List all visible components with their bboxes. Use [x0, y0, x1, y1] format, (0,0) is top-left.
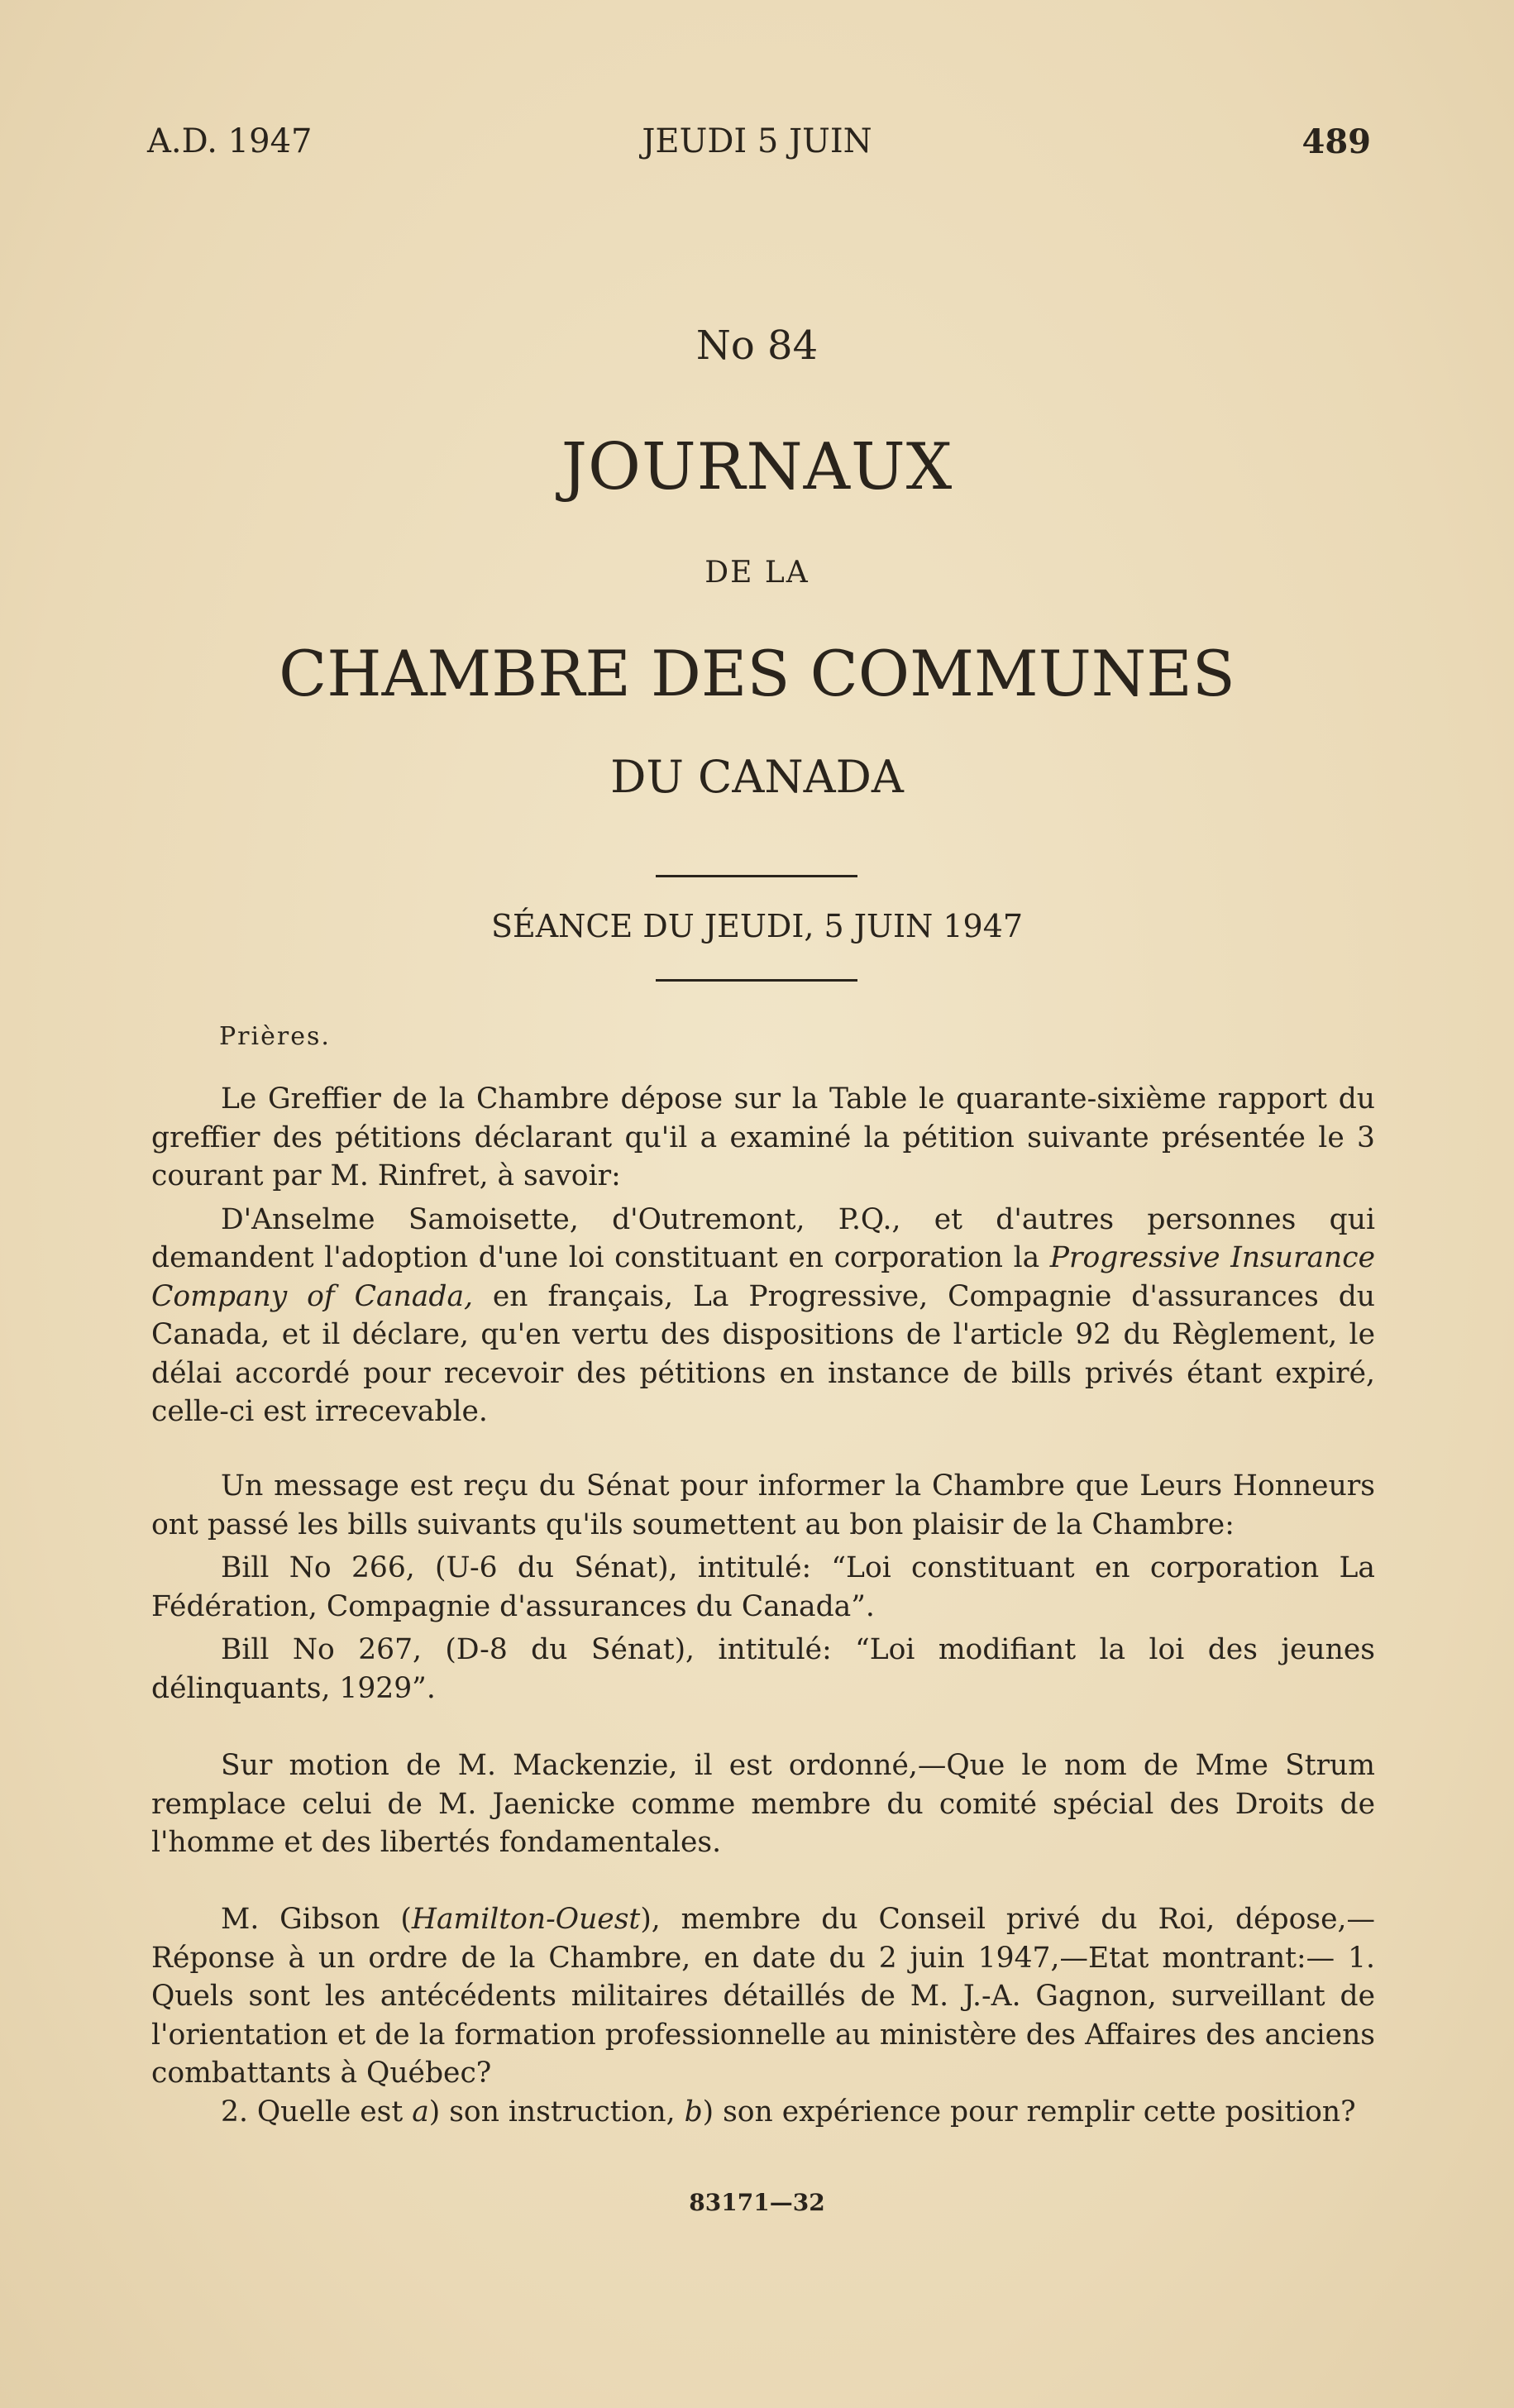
session-heading: SÉANCE DU JEUDI, 5 JUIN 1947	[490, 908, 1024, 944]
running-header	[0, 122, 1514, 172]
paragraph-greffier: Le Greffier de la Chambre dépose sur la Table le quarante-sixième rapport du greffier des pétitions déclarant qu'il a examiné la pétition suivante présentée le 3 courant par M. Rinfret, à savoir:	[151, 1082, 1375, 1192]
divider-top	[656, 875, 857, 877]
section-return	[151, 1900, 1375, 2131]
header-date: JEUDI 5 JUIN	[642, 122, 872, 160]
issue-number: No 84	[695, 322, 819, 369]
paragraph-message: Un message est reçu du Sénat pour informer la Chambre que Leurs Honneurs ont passé les bills suivants qu'ils soumettent au bon plaisir de la Chambre:	[151, 1469, 1375, 1541]
title-chambre: CHAMBRE DES COMMUNES	[279, 637, 1235, 710]
section-petitions	[151, 1080, 1375, 1431]
header-year: A.D. 1947	[147, 122, 313, 160]
divider-bottom	[656, 979, 857, 982]
prayers-heading: Prières.	[219, 1022, 331, 1051]
print-code: 83171—32	[689, 2189, 825, 2216]
page-number: 489	[1301, 122, 1371, 161]
paragraph-gibson: M. Gibson (Hamilton-Ouest), membre du Conseil privé du Roi, dépose,— Réponse à un ordre de la Chambre, en date du 2 juin 1947,—Etat montrant:— 1. Quels sont les antécédents militaires détaillés de M. J.-A. Gagnon, surveillant de l'orientation et de la formation professionnelle au ministère des Affaires des anciens combattants à Québec?	[151, 1903, 1375, 2090]
paragraph-bill-266: Bill No 266, (U-6 du Sénat), intitulé: “Loi constituant en corporation La Fédération, Compagnie d'assurances du Canada”.	[151, 1551, 1375, 1623]
section-senate-message	[151, 1467, 1375, 1708]
title-de-la: DE LA	[704, 556, 810, 590]
paragraph-motion: Sur motion de M. Mackenzie, il est ordonné,—Que le nom de Mme Strum remplace celui de M. Jaenicke comme membre du comité spécial des Droits de l'homme et des libertés fondamentales.	[151, 1749, 1375, 1859]
section-motion	[151, 1746, 1375, 1862]
paragraph-question-2: 2. Quelle est a) son instruction, b) son expérience pour remplir cette position?	[221, 2095, 1356, 2128]
title-canada: DU CANADA	[610, 751, 904, 803]
title-journaux: JOURNAUX	[561, 430, 953, 504]
paragraph-bill-267: Bill No 267, (D-8 du Sénat), intitulé: “Loi modifiant la loi des jeunes délinquants, 1929”.	[151, 1633, 1375, 1705]
paragraph-petition: D'Anselme Samoisette, d'Outremont, P.Q., et d'autres personnes qui demandent l'adoption d'une loi constituant en corporation la Progressive Insurance Company of Canada, en français, La Progressive, Compagnie d'assurances du Canada, et il déclare, qu'en vertu des dispositions de l'article 92 du Règlement, le délai accordé pour recevoir des pétitions en instance de bills privés étant expiré, celle-ci est irrecevable.	[151, 1202, 1375, 1428]
